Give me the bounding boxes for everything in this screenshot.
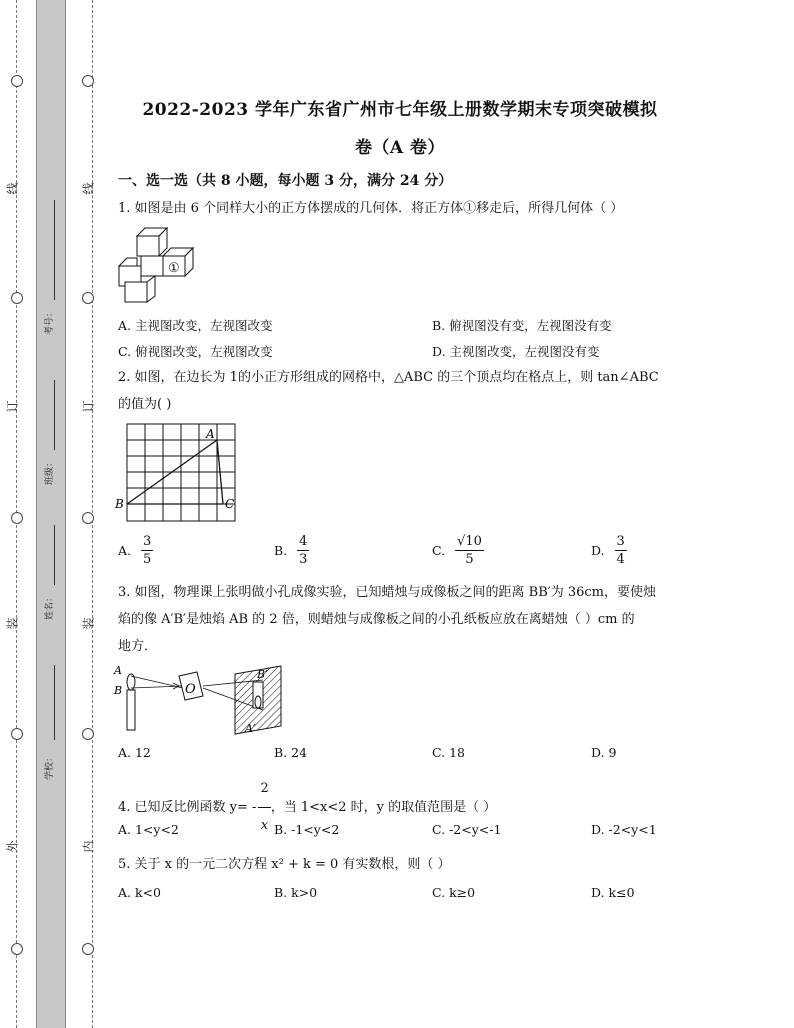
question-4-fraction [258,772,270,843]
margin-inner-char: 订 [81,400,96,413]
margin-outer-char: 订 [5,400,20,413]
question-2-grid-figure [113,420,243,526]
margin-outer-char: 线 [5,182,20,195]
field-name [36,525,64,665]
question-5-option[interactable]: B. k>0 [274,885,318,900]
question-4-option[interactable]: C. -2<y<-1 [432,822,502,837]
question-4-option[interactable]: B. -1<y<2 [274,822,340,837]
question-3-text: 地方． [118,639,158,654]
field-label: 学校： [45,752,55,780]
binding-hole-icon [82,512,94,524]
question-2-text: 的值为( ) [118,397,172,412]
option-letter: B. [274,543,288,558]
option-fraction [615,534,627,567]
question-2-option[interactable] [118,534,153,567]
question-1-option[interactable]: B. 俯视图没有变，左视图没有变 [432,318,612,333]
binding-hole-icon [11,512,23,524]
pinhole-label-b: B [114,684,123,697]
question-4-text-before: 4. 已知反比例函数 y= - [118,800,257,815]
cube-label: ① [168,261,180,276]
fraction-denominator: x [260,818,269,833]
section-heading: 一、选一选（共 8 小题，每小题 3 分，满分 24 分） [118,173,453,189]
pinhole-label-a-prime: A′ [245,722,256,735]
pinhole-label-o: O [185,682,196,697]
page-title-line1: 2022-2023 学年广东省广州市七年级上册数学期末专项突破模拟 [142,100,658,120]
question-3-pinhole-figure [113,662,283,736]
option-fraction [297,534,309,567]
binding-hole-icon [11,943,23,955]
question-3-text: 焰的像 A′B′是烛焰 AB 的 2 倍，则蜡烛与成像板之间的小孔纸板应放在离蜡烛（ ）cm 的 [118,612,635,627]
option-letter: D. [591,543,605,558]
option-letter: A. [118,543,132,558]
question-5-option[interactable]: D. k≤0 [591,885,635,900]
binding-hole-icon [82,292,94,304]
question-1-text: 1. 如图是由 6 个同样大小的正方体摆成的几何体．将正方体①移走后，所得几何体（ ） [118,201,624,216]
fraction-denominator: 5 [465,552,474,567]
question-5-option[interactable]: A. k<0 [118,885,161,900]
field-label: 考号： [45,307,55,335]
binding-hole-icon [11,75,23,87]
question-3-option[interactable]: C. 18 [432,745,465,760]
fraction-denominator: 5 [143,552,152,567]
margin-outer-char: 外 [5,840,20,853]
question-5-option[interactable]: C. k≥0 [432,885,476,900]
fraction-numerator: 2 [258,772,270,808]
question-1-cube-figure [115,226,195,306]
binding-hole-icon [82,943,94,955]
question-4-option[interactable]: A. 1<y<2 [118,822,179,837]
pinhole-label-a: A [114,664,122,677]
question-2-option[interactable] [274,534,309,567]
margin-inner-char: 内 [81,840,96,853]
field-blank-line[interactable] [54,665,55,740]
binding-hole-icon [11,292,23,304]
binding-hole-icon [82,728,94,740]
field-blank-line[interactable] [54,525,55,585]
field-class [36,380,64,520]
field-blank-line[interactable] [54,200,55,300]
grid-label-b: B [115,497,124,511]
option-letter: C. [432,543,446,558]
question-1-option[interactable]: A. 主视图改变，左视图改变 [118,318,273,333]
fraction-denominator: 4 [616,552,625,567]
margin-inner-char: 装 [81,617,96,630]
pinhole-label-b-prime: B′ [257,668,268,681]
option-fraction [141,534,153,567]
question-1-option[interactable]: C. 俯视图改变，左视图改变 [118,344,273,359]
field-school [36,665,64,805]
grid-label-c: C [225,497,235,511]
fraction-numerator: 3 [143,534,152,549]
question-2-option[interactable] [591,534,627,567]
question-2-text: 2. 如图，在边长为 1的小正方形组成的网格中，△ABC 的三个顶点均在格点上，则 tan∠ABC [118,370,659,385]
field-blank-line[interactable] [54,380,55,450]
question-3-text: 3. 如图，物理课上张明做小孔成像实验，已知蜡烛与成像板之间的距离 BB′为 36cm，要使烛 [118,585,657,600]
field-exam-number [36,200,64,340]
page-title-line2: 卷（A 卷） [354,138,446,158]
question-2-option[interactable] [432,534,484,567]
margin-inner-char: 线 [81,182,96,195]
binding-hole-icon [82,75,94,87]
question-4-option[interactable]: D. -2<y<1 [591,822,657,837]
margin-outer-char: 装 [5,617,20,630]
field-label: 姓名： [45,592,55,620]
question-3-option[interactable]: D. 9 [591,745,617,760]
grid-label-a: A [206,427,215,441]
question-3-option[interactable]: A. 12 [118,745,151,760]
fraction-numerator: 3 [616,534,625,549]
question-4-text-after: ，当 1<x<2 时，y 的取值范围是（ ） [270,800,497,815]
question-1-option[interactable]: D. 主视图改变，左视图没有变 [432,344,600,359]
fraction-numerator: 4 [299,534,308,549]
option-fraction [455,534,484,567]
binding-hole-icon [11,728,23,740]
question-3-option[interactable]: B. 24 [274,745,308,760]
field-label: 班级： [45,457,55,485]
fraction-numerator: √10 [457,534,482,549]
fraction-denominator: 3 [299,552,308,567]
question-5-text: 5. 关于 x 的一元二次方程 x² + k = 0 有实数根，则（ ） [118,857,451,872]
